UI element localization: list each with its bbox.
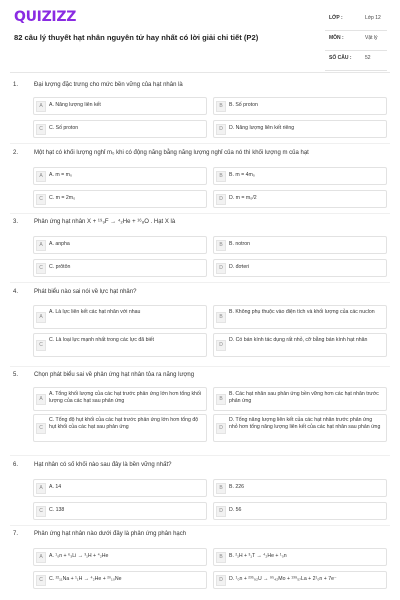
option-d[interactable]: [213, 259, 387, 277]
option-text: A. anpha: [49, 241, 70, 247]
option-b[interactable]: [213, 236, 387, 254]
option-b[interactable]: [213, 479, 387, 497]
option-d[interactable]: [213, 120, 387, 138]
option-letter: B: [216, 240, 226, 251]
divider: [10, 213, 390, 214]
option-letter: A: [36, 101, 46, 112]
option-a[interactable]: [33, 387, 207, 411]
option-text: D. 56: [229, 507, 242, 513]
option-text: C. prôtôn: [49, 264, 71, 270]
option-d[interactable]: [213, 333, 387, 357]
divider: [10, 525, 390, 526]
option-b[interactable]: [213, 305, 387, 329]
option-letter: D: [216, 506, 226, 517]
option-c[interactable]: [33, 502, 207, 520]
divider: [10, 282, 390, 283]
option-letter: C: [36, 506, 46, 517]
option-a[interactable]: [33, 305, 207, 329]
option-text: B. ²₁H + ³₁T → ⁴₂He + ¹₀n: [229, 553, 287, 559]
option-letter: C: [36, 124, 46, 135]
option-text: A. Tổng khối lượng của các hạt trước phản ứng lớn hơn tổng khối lượng của các hạt sau phản ứng: [49, 391, 201, 404]
divider: [10, 143, 390, 144]
option-d[interactable]: [213, 571, 387, 589]
meta-row-class: [325, 11, 387, 31]
question-text: Chọn phát biểu sai về phản ứng hạt nhân tỏa ra năng lượng: [34, 372, 195, 378]
option-text: A. 14: [49, 484, 62, 490]
meta-row-subject: [325, 31, 387, 51]
question-text: Phản ứng hạt nhân nào dưới đây là phản ứng phân hạch: [34, 531, 187, 537]
option-text: C. Tổng độ hụt khối của các hạt trước phản ứng lớn hơn tổng độ hụt khối của các hạt sau phản ứng: [49, 417, 199, 430]
divider: [10, 455, 390, 456]
option-text: D. m = m₀/2: [229, 195, 257, 201]
option-text: A. ¹₀n + ⁶₃Li → ³₁H + ⁴₂He: [49, 553, 109, 559]
option-letter: C: [36, 575, 46, 586]
option-text: D. ¹₀n + ²³⁵₉₂U → ⁹⁵₄₂Mo + ¹³⁹₅₇La + 2¹₀n + 7e⁻: [229, 576, 337, 582]
meta-label: LỚP :: [329, 15, 343, 21]
option-b[interactable]: [213, 387, 387, 411]
option-letter: A: [36, 240, 46, 251]
option-letter: C: [36, 340, 46, 351]
page-title: 82 câu lý thuyết hạt nhân nguyên tử hay nhất có lời giải chi tiết (P2): [14, 33, 259, 42]
meta-label: SỐ CÂU :: [329, 55, 352, 61]
worksheet-header: [0, 0, 400, 72]
meta-row-count: [325, 51, 387, 71]
option-c[interactable]: [33, 259, 207, 277]
option-c[interactable]: [33, 571, 207, 589]
option-text: A. m = m₀: [49, 172, 73, 178]
option-a[interactable]: [33, 548, 207, 566]
question-number: 1.: [13, 82, 19, 88]
option-a[interactable]: [33, 236, 207, 254]
option-letter: B: [216, 312, 226, 323]
question-number: 2.: [13, 150, 19, 156]
question-text: Đại lượng đặc trưng cho mức bền vững của hạt nhân là: [34, 82, 183, 88]
option-letter: A: [36, 552, 46, 563]
option-text: A. Là lực liên kết các hạt nhân với nhau: [49, 309, 141, 315]
option-letter: B: [216, 394, 226, 405]
option-text: A. Năng lượng liên kết: [49, 102, 101, 108]
meta-value: Vật lý: [365, 35, 378, 41]
option-letter: D: [216, 575, 226, 586]
option-text: B. 226: [229, 484, 244, 490]
option-text: D. Có bán kính tác dụng rất nhỏ, cỡ bằng bán kính hạt nhân: [229, 337, 368, 343]
option-text: B. Số proton: [229, 102, 258, 108]
question-text: Một hạt có khối lượng nghỉ m₀ khi có động năng bằng năng lượng nghỉ của nó thì khối lượng m của hạt: [34, 150, 309, 156]
question-number: 6.: [13, 462, 19, 468]
option-letter: B: [216, 101, 226, 112]
header-divider: [10, 72, 390, 73]
option-letter: B: [216, 552, 226, 563]
option-letter: C: [36, 263, 46, 274]
option-letter: B: [216, 171, 226, 182]
option-d[interactable]: [213, 502, 387, 520]
option-text: D. Tổng năng lượng liên kết của các hạt nhân trước phản ứng nhỏ hơn tổng năng lượng liên kết của các hạt nhân sau phản ứng: [229, 417, 381, 430]
option-c[interactable]: [33, 120, 207, 138]
option-b[interactable]: [213, 548, 387, 566]
option-text: B. notron: [229, 241, 251, 247]
option-letter: A: [36, 483, 46, 494]
option-text: C. ²²₁₁Na + ¹₁H → ⁴₂He + ²⁰₁₀Ne: [49, 576, 122, 582]
option-d[interactable]: [213, 414, 387, 442]
option-text: B. Không phụ thuộc vào điện tích và khối lượng của các nuclon: [229, 309, 375, 315]
question-number: 3.: [13, 219, 19, 225]
question-text: Phản ứng hạt nhân X + ¹⁹₉F → ⁴₂He + ¹⁶₈O . Hạt X là: [34, 219, 176, 225]
option-a[interactable]: [33, 97, 207, 115]
option-letter: C: [36, 194, 46, 205]
question-number: 7.: [13, 531, 19, 537]
option-b[interactable]: [213, 97, 387, 115]
option-c[interactable]: [33, 190, 207, 208]
question-text: Hạt nhân có số khối nào sau đây là bền vững nhất?: [34, 462, 172, 468]
option-c[interactable]: [33, 414, 207, 442]
option-text: C. 138: [49, 507, 65, 513]
option-letter: A: [36, 394, 46, 405]
option-text: B. Các hạt nhân sau phản ứng bền vững hơn các hạt nhân trước phản ứng: [229, 391, 379, 404]
option-letter: B: [216, 483, 226, 494]
option-b[interactable]: [213, 167, 387, 185]
meta-value: 52: [365, 55, 371, 61]
divider: [10, 366, 390, 367]
option-text: B. m = 4m₀: [229, 172, 255, 178]
question-number: 4.: [13, 289, 19, 295]
meta-box: [325, 11, 387, 71]
option-text: C. Là loại lực mạnh nhất trong các lực đã biết: [49, 337, 154, 343]
question-number: 5.: [13, 372, 19, 378]
meta-label: MÔN :: [329, 35, 344, 41]
option-letter: C: [36, 423, 46, 434]
option-letter: D: [216, 423, 226, 434]
option-text: D. Năng lượng liên kết riêng: [229, 125, 295, 131]
option-letter: D: [216, 340, 226, 351]
option-letter: D: [216, 194, 226, 205]
option-text: D. đơteri: [229, 264, 250, 270]
option-c[interactable]: [33, 333, 207, 357]
option-letter: D: [216, 124, 226, 135]
option-letter: D: [216, 263, 226, 274]
option-a[interactable]: [33, 167, 207, 185]
option-letter: A: [36, 171, 46, 182]
option-a[interactable]: [33, 479, 207, 497]
option-text: C. m = 2m₀: [49, 195, 76, 201]
option-text: C. Số proton: [49, 125, 79, 131]
option-letter: A: [36, 312, 46, 323]
meta-value: Lớp 12: [365, 15, 381, 21]
question-text: Phát biểu nào sai nói về lực hạt nhân?: [34, 289, 137, 295]
quizizz-logo: QUIZIZZ: [14, 9, 77, 25]
option-d[interactable]: [213, 190, 387, 208]
